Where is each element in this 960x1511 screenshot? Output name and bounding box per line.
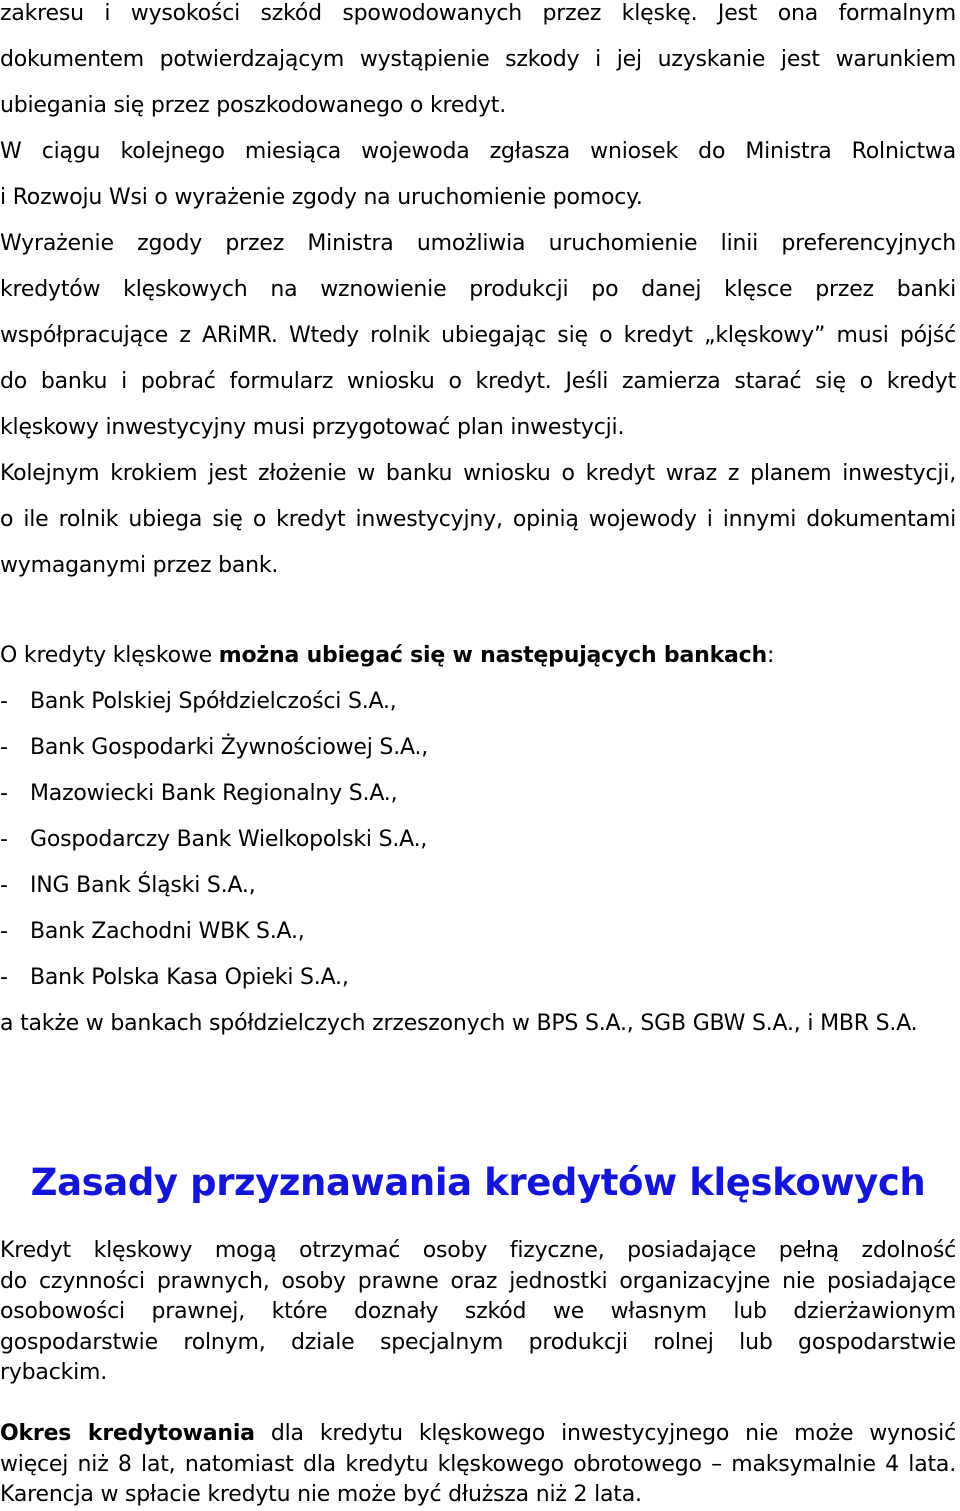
- text-line: ubiegania się przez poszkodowanego o kredyt.: [0, 93, 507, 118]
- list-dash: -: [0, 873, 8, 898]
- text-line: więcej niż 8 lat, natomiast dla kredytu klęskowego obrotowego – maksymalnie 4 lata.: [0, 1451, 956, 1477]
- text-line: do czynności prawnych, osoby prawne oraz jednostki organizacyjne nie posiadające: [0, 1268, 956, 1294]
- list-dash: -: [0, 689, 8, 714]
- list-item: [0, 679, 428, 725]
- paragraph-minister-consent: [0, 221, 956, 451]
- list-dash: -: [0, 827, 8, 852]
- list-item: [0, 771, 428, 817]
- list-item: [0, 955, 428, 1001]
- bank-name: Bank Gospodarki Żywnościowej S.A.,: [30, 735, 429, 760]
- paragraph-credit-period: [0, 1419, 956, 1511]
- text-line: W ciągu kolejnego miesiąca wojewoda zgłasza wniosek do Ministra Rolnictwa: [0, 139, 956, 164]
- bank-name: Gospodarczy Bank Wielkopolski S.A.,: [30, 827, 428, 852]
- text-line: kredytów klęskowych na wznowienie produkcji po danej klęsce przez banki: [0, 277, 956, 302]
- list-dash: -: [0, 735, 8, 760]
- list-dash: -: [0, 919, 8, 944]
- credit-period-label: Okres kredytowania: [0, 1421, 255, 1446]
- bank-name: Mazowiecki Bank Regionalny S.A.,: [30, 781, 398, 806]
- text-line: [0, 1419, 956, 1450]
- section-heading: Zasady przyznawania kredytów klęskowych: [30, 1161, 926, 1204]
- text-line: osobowości prawnej, które doznały szkód we własnym lub dzierżawionym: [0, 1299, 956, 1325]
- bank-name: Bank Zachodni WBK S.A.,: [30, 919, 305, 944]
- paragraph-damage-protocol: [0, 0, 956, 129]
- text-line: dokumentem potwierdzającym wystąpienie szkody i jej uzyskanie jest warunkiem: [0, 47, 956, 72]
- banks-intro-bold: można ubiegać się w następujących bankach: [218, 643, 767, 668]
- bank-name: Bank Polska Kasa Opieki S.A.,: [30, 965, 349, 990]
- text-line: o ile rolnik ubiega się o kredyt inwestycyjny, opinią wojewody i innymi dokumentami: [0, 507, 956, 532]
- banks-outro: a także w bankach spółdzielczych zrzeszonych w BPS S.A., SGB GBW S.A., i MBR S.A.: [0, 1011, 918, 1036]
- text-line: do banku i pobrać formularz wniosku o kredyt. Jeśli zamierza starać się o kredyt: [0, 369, 956, 394]
- text-line: i Rozwoju Wsi o wyrażenie zgody na uruchomienie pomocy.: [0, 185, 643, 210]
- list-item: [0, 725, 428, 771]
- paragraph-eligibility: [0, 1236, 956, 1389]
- text-line: Kolejnym krokiem jest złożenie w banku wniosku o kredyt wraz z planem inwestycji,: [0, 461, 956, 486]
- text-line: Karencja w spłacie kredytu nie może być dłuższa niż 2 lata.: [0, 1482, 642, 1508]
- text-line: klęskowy inwestycyjny musi przygotować plan inwestycji.: [0, 415, 625, 440]
- list-item: [0, 817, 428, 863]
- bank-list: [0, 679, 428, 1001]
- text-line: Wyrażenie zgody przez Ministra umożliwia uruchomienie linii preferencyjnych: [0, 231, 956, 256]
- text-line: wymaganymi przez bank.: [0, 553, 279, 578]
- text-line: zakresu i wysokości szkód spowodowanych przez klęskę. Jest ona formalnym: [0, 1, 956, 26]
- text-line: rybackim.: [0, 1360, 108, 1386]
- list-item: [0, 909, 428, 955]
- banks-intro-end: :: [766, 643, 775, 668]
- list-dash: -: [0, 965, 8, 990]
- bank-name: ING Bank Śląski S.A.,: [30, 873, 256, 898]
- banks-intro-plain: O kredyty klęskowe: [0, 643, 219, 668]
- paragraph-next-step: [0, 451, 956, 589]
- text-line: współpracujące z ARiMR. Wtedy rolnik ubiegając się o kredyt „klęskowy” musi pójść: [0, 323, 956, 348]
- text-line: Kredyt klęskowy mogą otrzymać osoby fizyczne, posiadające pełną zdolność: [0, 1238, 956, 1263]
- list-dash: -: [0, 781, 8, 806]
- text-fragment: dla kredytu klęskowego inwestycyjnego nie może wynosić: [254, 1421, 956, 1446]
- banks-intro: [0, 633, 774, 679]
- text-line: gospodarstwie rolnym, dziale specjalnym produkcji rolnej lub gospodarstwie: [0, 1329, 956, 1355]
- list-item: [0, 863, 428, 909]
- bank-name: Bank Polskiej Spółdzielczości S.A.,: [30, 689, 397, 714]
- paragraph-voivode-request: [0, 129, 956, 221]
